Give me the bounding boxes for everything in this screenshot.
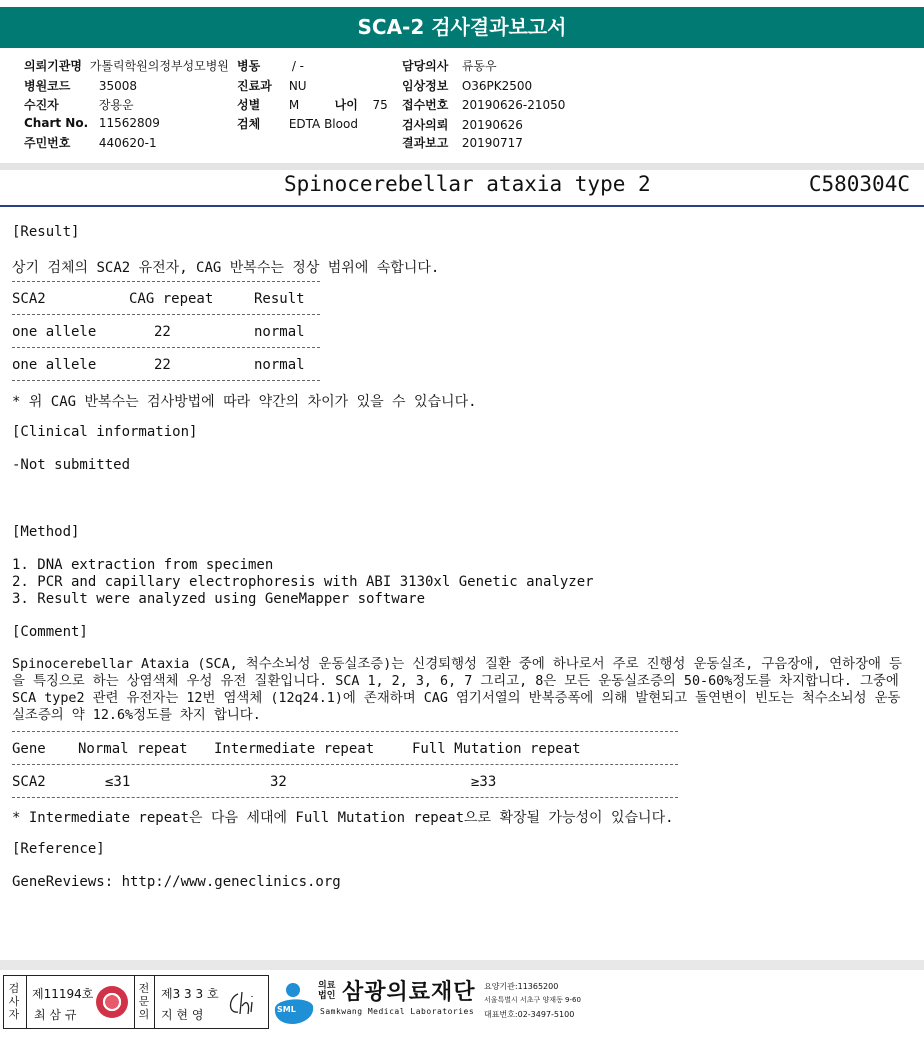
method-step-1: 1. DNA extraction from specimen bbox=[12, 557, 274, 573]
specialist-label: 전문의 bbox=[138, 982, 150, 1021]
clinical-text: -Not submitted bbox=[12, 457, 131, 473]
seal-stamp-icon bbox=[96, 986, 128, 1018]
reference-heading: [Reference] bbox=[12, 841, 105, 857]
chart-no-value: 11562809 bbox=[98, 116, 160, 130]
clinical-info-label: 임상정보 bbox=[402, 79, 449, 93]
examiner-label: 검사자 bbox=[8, 982, 20, 1021]
signature-icon bbox=[224, 988, 264, 1018]
org-address: 서울특별시 서초구 양재동 9-60 bbox=[484, 996, 581, 1004]
patient-value: 장용운 bbox=[98, 98, 134, 112]
specimen-value: EDTA Blood bbox=[288, 117, 358, 131]
patient-label: 수진자 bbox=[24, 98, 59, 112]
ward-value: / - bbox=[291, 59, 305, 73]
requester-value: 가톨릭학원의정부성모병원 bbox=[89, 59, 229, 73]
hospital-code-value: 35008 bbox=[98, 79, 138, 93]
method-heading: [Method] bbox=[12, 524, 80, 540]
result-row-2-result: normal bbox=[254, 357, 305, 373]
resident-no-label: 주민번호 bbox=[24, 136, 71, 150]
method-step-2: 2. PCR and capillary electrophoresis with ABI 3130xl Genetic analyzer bbox=[12, 574, 594, 590]
org-phone: 대표번호:02-3497-5100 bbox=[484, 1010, 575, 1019]
sml-logo-text: SML bbox=[277, 1005, 296, 1014]
result-col-cag: CAG repeat bbox=[129, 291, 214, 307]
result-col-gene: SCA2 bbox=[12, 291, 46, 307]
header-row-requester bbox=[24, 57, 229, 74]
comment-row-gene: SCA2 bbox=[12, 774, 46, 790]
result-row-1-result: normal bbox=[254, 324, 305, 340]
hospital-code-label: 병원코드 bbox=[24, 79, 71, 93]
ward-label: 병동 bbox=[237, 59, 261, 73]
method-step-3: 3. Result were analyzed using GeneMapper software bbox=[12, 591, 426, 607]
title-underline bbox=[0, 205, 924, 207]
comment-row-full: ≥33 bbox=[471, 774, 497, 790]
comment-col-full: Full Mutation repeat bbox=[412, 741, 581, 757]
test-name: Spinocerebellar ataxia type 2 bbox=[284, 172, 651, 196]
org-code: 요양기관:11365200 bbox=[484, 982, 559, 991]
result-row-2-allele: one allele bbox=[12, 357, 97, 373]
result-row-2-cag: 22 bbox=[154, 357, 171, 373]
chart-no-label: Chart No. bbox=[24, 116, 89, 130]
doctor-label: 담당의사 bbox=[402, 59, 449, 73]
org-prefix: 의료법인 bbox=[318, 981, 336, 1001]
specimen-label: 검체 bbox=[237, 117, 261, 131]
result-heading: [Result] bbox=[12, 224, 80, 240]
dept-label: 진료과 bbox=[237, 79, 272, 93]
comment-note: * Intermediate repeat은 다음 세대에 Full Mutation repeat으로 확장될 가능성이 있습니다. bbox=[12, 810, 674, 826]
result-summary: 상기 검체의 SCA2 유전자, CAG 반복수는 정상 범위에 속합니다. bbox=[12, 260, 440, 276]
comment-row-normal: ≤31 bbox=[105, 774, 131, 790]
age-label: 나이 bbox=[334, 98, 358, 112]
report-date-value: 20190717 bbox=[461, 136, 523, 150]
age-value: 75 bbox=[372, 98, 388, 112]
result-row-1-allele: one allele bbox=[12, 324, 97, 340]
comment-paragraph: Spinocerebellar Ataxia (SCA, 척수소뇌성 운동실조증)는 신경퇴행성 질환 중에 하나로서 주로 진행성 운동실조, 구음장애, 연하장애 등을 특징으로 하는 상염색체 우성 유전 질환입니다. SCA 1, 2, 3, 6, 7 그리고, 8은 모든 운동실조증의 50-60%정도를 차지합니다. 그중에 SCA type2 관련 유전자는 12번 염색체 (12q24.1)에 존재하며 CAG 염기서열의 반복증폭에 의해 발현되고 돌연변이 빈도는 척수소뇌성 운동실조증의 약 12.6%정도를 차지 합니다. bbox=[12, 657, 902, 723]
result-note: * 위 CAG 반복수는 검사방법에 따라 약간의 차이가 있을 수 있습니다. bbox=[12, 394, 477, 410]
comment-col-normal: Normal repeat bbox=[78, 741, 188, 757]
examiner-name: 최 삼 규 bbox=[34, 1008, 77, 1022]
sex-label: 성별 bbox=[237, 98, 261, 112]
specialist-license: 제3 3 3 호 bbox=[161, 987, 219, 1001]
comment-col-gene: Gene bbox=[12, 741, 46, 757]
sex-value: M bbox=[288, 98, 300, 112]
signature-box bbox=[3, 975, 269, 1029]
reference-text: GeneReviews: http://www.geneclinics.org bbox=[12, 874, 341, 890]
org-name: 삼광의료재단 bbox=[342, 980, 476, 1005]
request-date-value: 20190626 bbox=[461, 118, 523, 132]
dept-value: NU bbox=[288, 79, 307, 93]
receipt-no-value: 20190626-21050 bbox=[461, 98, 566, 112]
comment-row-intermediate: 32 bbox=[270, 774, 287, 790]
comment-col-intermediate: Intermediate repeat bbox=[214, 741, 375, 757]
clinical-info-value: O36PK2500 bbox=[461, 79, 533, 93]
request-date-label: 검사의뢰 bbox=[402, 118, 449, 132]
report-date-label: 결과보고 bbox=[402, 136, 449, 150]
result-row-1-cag: 22 bbox=[154, 324, 171, 340]
doctor-value: 류동우 bbox=[461, 59, 497, 73]
org-english: Samkwang Medical Laboratories bbox=[320, 1007, 475, 1016]
receipt-no-label: 접수번호 bbox=[402, 98, 449, 112]
comment-heading: [Comment] bbox=[12, 624, 88, 640]
resident-no-value: 440620-1 bbox=[98, 136, 157, 150]
clinical-heading: [Clinical information] bbox=[12, 424, 198, 440]
examiner-license: 제11194호 bbox=[32, 987, 94, 1001]
report-title: SCA-2 검사결과보고서 bbox=[0, 7, 924, 48]
specialist-name: 지 현 영 bbox=[161, 1008, 204, 1022]
sml-logo-icon bbox=[271, 978, 317, 1026]
result-col-result: Result bbox=[254, 291, 305, 307]
requester-label: 의뢰기관명 bbox=[24, 59, 82, 73]
test-code: C580304C bbox=[808, 172, 910, 196]
